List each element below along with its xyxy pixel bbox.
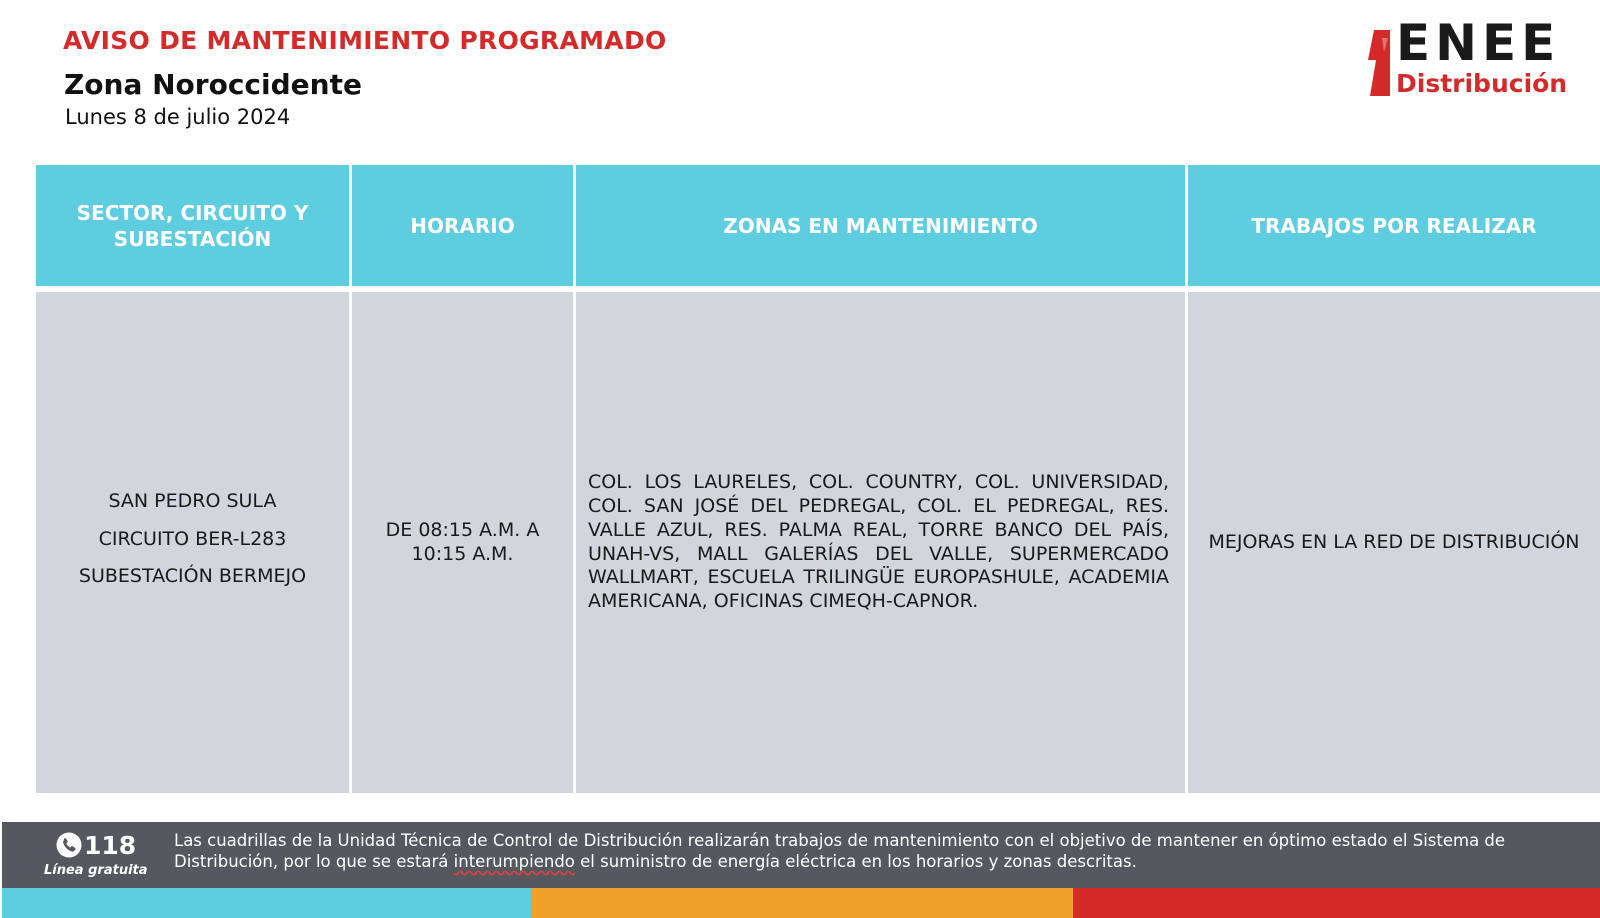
sector-name: SAN PEDRO SULA bbox=[108, 489, 277, 512]
circuit-name: CIRCUITO BER-L283 bbox=[98, 527, 287, 550]
header-horario: HORARIO bbox=[352, 165, 576, 292]
header-sector: SECTOR, CIRCUITO Y SUBESTACIÓN bbox=[36, 165, 352, 292]
enee-logo bbox=[1368, 14, 1590, 102]
stripe-cyan bbox=[2, 888, 531, 918]
table-header-row bbox=[36, 165, 1600, 292]
substation-name: SUBESTACIÓN BERMEJO bbox=[78, 565, 307, 588]
logo-name: ENEE bbox=[1396, 14, 1561, 72]
header-trabajos: TRABAJOS POR REALIZAR bbox=[1188, 165, 1600, 292]
maintenance-table bbox=[36, 165, 1600, 793]
horario-cell: DE 08:15 A.M. A 10:15 A.M. bbox=[352, 292, 576, 793]
hotline-number: 118 bbox=[84, 831, 137, 860]
phone-icon bbox=[56, 832, 82, 858]
stripe-red bbox=[1073, 888, 1600, 918]
zonas-cell: COL. LOS LAURELES, COL. COUNTRY, COL. UNIVERSIDAD, COL. SAN JOSÉ DEL PEDREGAL, COL. EL PEDREGAL, RES. VALLE AZUL, RES. PALMA REAL, TORRE BANCO DEL PAÍS, UNAH-VS, MALL GALERÍAS DEL VALLE, SUPERMERCADO WALLMART, ESCUELA TRILINGÜE EUROPASHULE, ACADEMIA AMERICANA, OFICINAS CIMEQH-CAPNOR. bbox=[576, 292, 1188, 793]
table-row bbox=[36, 292, 1600, 793]
color-stripes bbox=[2, 888, 1600, 918]
footer-text-start: Las cuadrillas de la Unidad Técnica de Control de Distribución realizarán trabajos de mantenimiento con el objetivo de mantener en óptimo estado el Sistema de Distribución, por lo que se estará bbox=[174, 831, 1506, 871]
footer-text-underlined: interumpiendo bbox=[453, 851, 575, 871]
logo-subtitle: Distribución bbox=[1396, 69, 1568, 98]
notice-date: Lunes 8 de julio 2024 bbox=[65, 105, 291, 129]
trabajos-cell: MEJORAS EN LA RED DE DISTRIBUCIÓN bbox=[1188, 292, 1600, 793]
hotline-label: Línea gratuita bbox=[44, 863, 148, 878]
footer-text-end: el suministro de energía eléctrica en los horarios y zonas descritas. bbox=[574, 851, 1137, 871]
footer-notice bbox=[174, 831, 1554, 873]
zone-title: Zona Noroccidente bbox=[64, 68, 362, 101]
footer-bar bbox=[2, 822, 1600, 888]
enee-red-bar-icon bbox=[1368, 30, 1390, 96]
stripe-orange bbox=[531, 888, 1073, 918]
header-zonas: ZONAS EN MANTENIMIENTO bbox=[576, 165, 1188, 292]
hotline bbox=[40, 830, 150, 882]
notice-title: AVISO DE MANTENIMIENTO PROGRAMADO bbox=[63, 26, 667, 55]
sector-cell bbox=[36, 292, 352, 793]
